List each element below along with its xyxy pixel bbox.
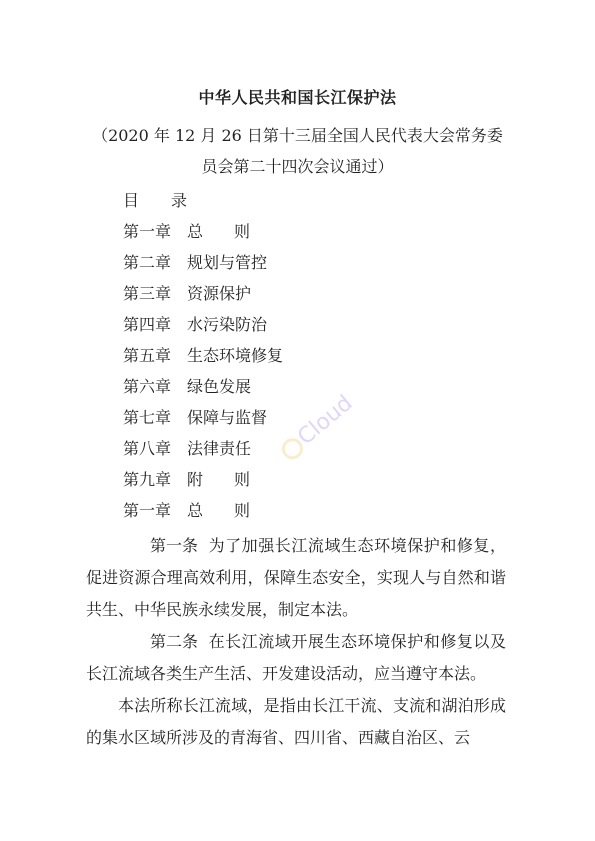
article-number: 第二条: [150, 632, 199, 651]
toc-chapter-name: 资源保护: [187, 284, 252, 303]
toc-heading-left: 目: [123, 191, 140, 210]
toc-heading: [123, 190, 503, 221]
toc-item-chapter-5[interactable]: [123, 345, 503, 376]
document-subtitle-line2: 员会第二十四次会议通过）: [201, 157, 394, 176]
chapter-name: 总则: [187, 501, 282, 520]
article-paragraph: [86, 530, 506, 626]
article-text: 本法所称长江流域，是指由长江干流、支流和湖泊形成的集水区域所涉及的青海省、四川省、西藏自治区、云: [86, 696, 506, 747]
toc-chapter-name: 水污染防治: [187, 315, 268, 334]
cloud-watermark-logo: [258, 380, 368, 470]
document-subtitle-line1: （2020 年 12 月 26 日第十三届全国人民代表大会常务委: [92, 126, 503, 145]
toc-chapter-name: 绿色发展: [187, 377, 252, 396]
toc-item-chapter-3[interactable]: [123, 283, 503, 314]
toc-chapter-name: 附则: [187, 470, 282, 489]
toc-chapter-number: 第一章: [123, 222, 172, 241]
toc-chapter-name: 生态环境修复: [187, 346, 284, 365]
toc-item-chapter-4[interactable]: [123, 314, 503, 345]
document-title: 中华人民共和国长江保护法: [198, 88, 397, 107]
article-paragraph: [86, 690, 506, 754]
toc-heading-right: 录: [171, 191, 188, 210]
toc-chapter-number: 第二章: [123, 253, 172, 272]
table-of-contents: [123, 190, 503, 531]
article-paragraph: [86, 626, 506, 690]
article-text: 为了加强长江流域生态环境保护和修复，促进资源合理高效利用，保障生态安全，实现人与自然和谐共生、中华民族永续发展，制定本法。: [86, 536, 506, 619]
toc-chapter-number: 第七章: [123, 408, 172, 427]
toc-chapter-number: 第五章: [123, 346, 172, 365]
toc-item-chapter-1[interactable]: [123, 221, 503, 252]
toc-chapter-name: 法律责任: [187, 439, 252, 458]
toc-chapter-name: 规划与管控: [187, 253, 268, 272]
toc-item-chapter-2[interactable]: [123, 252, 503, 283]
body-text: [86, 530, 506, 754]
toc-chapter-name: 保障与监督: [187, 408, 268, 427]
toc-chapter-number: 第九章: [123, 470, 172, 489]
article-number: 第一条: [150, 536, 199, 555]
article-text: 在长江流域开展生态环境保护和修复以及长江流域各类生产生活、开发建设活动，应当遵守本法。: [86, 632, 506, 683]
chapter-number: 第一章: [123, 501, 172, 520]
chapter-1-heading: [123, 500, 503, 531]
toc-chapter-number: 第八章: [123, 439, 172, 458]
toc-chapter-number: 第三章: [123, 284, 172, 303]
toc-item-chapter-9[interactable]: [123, 469, 503, 500]
watermark-text: Cloud: [293, 390, 358, 451]
toc-chapter-number: 第四章: [123, 315, 172, 334]
toc-chapter-name: 总则: [187, 222, 282, 241]
toc-chapter-number: 第六章: [123, 377, 172, 396]
